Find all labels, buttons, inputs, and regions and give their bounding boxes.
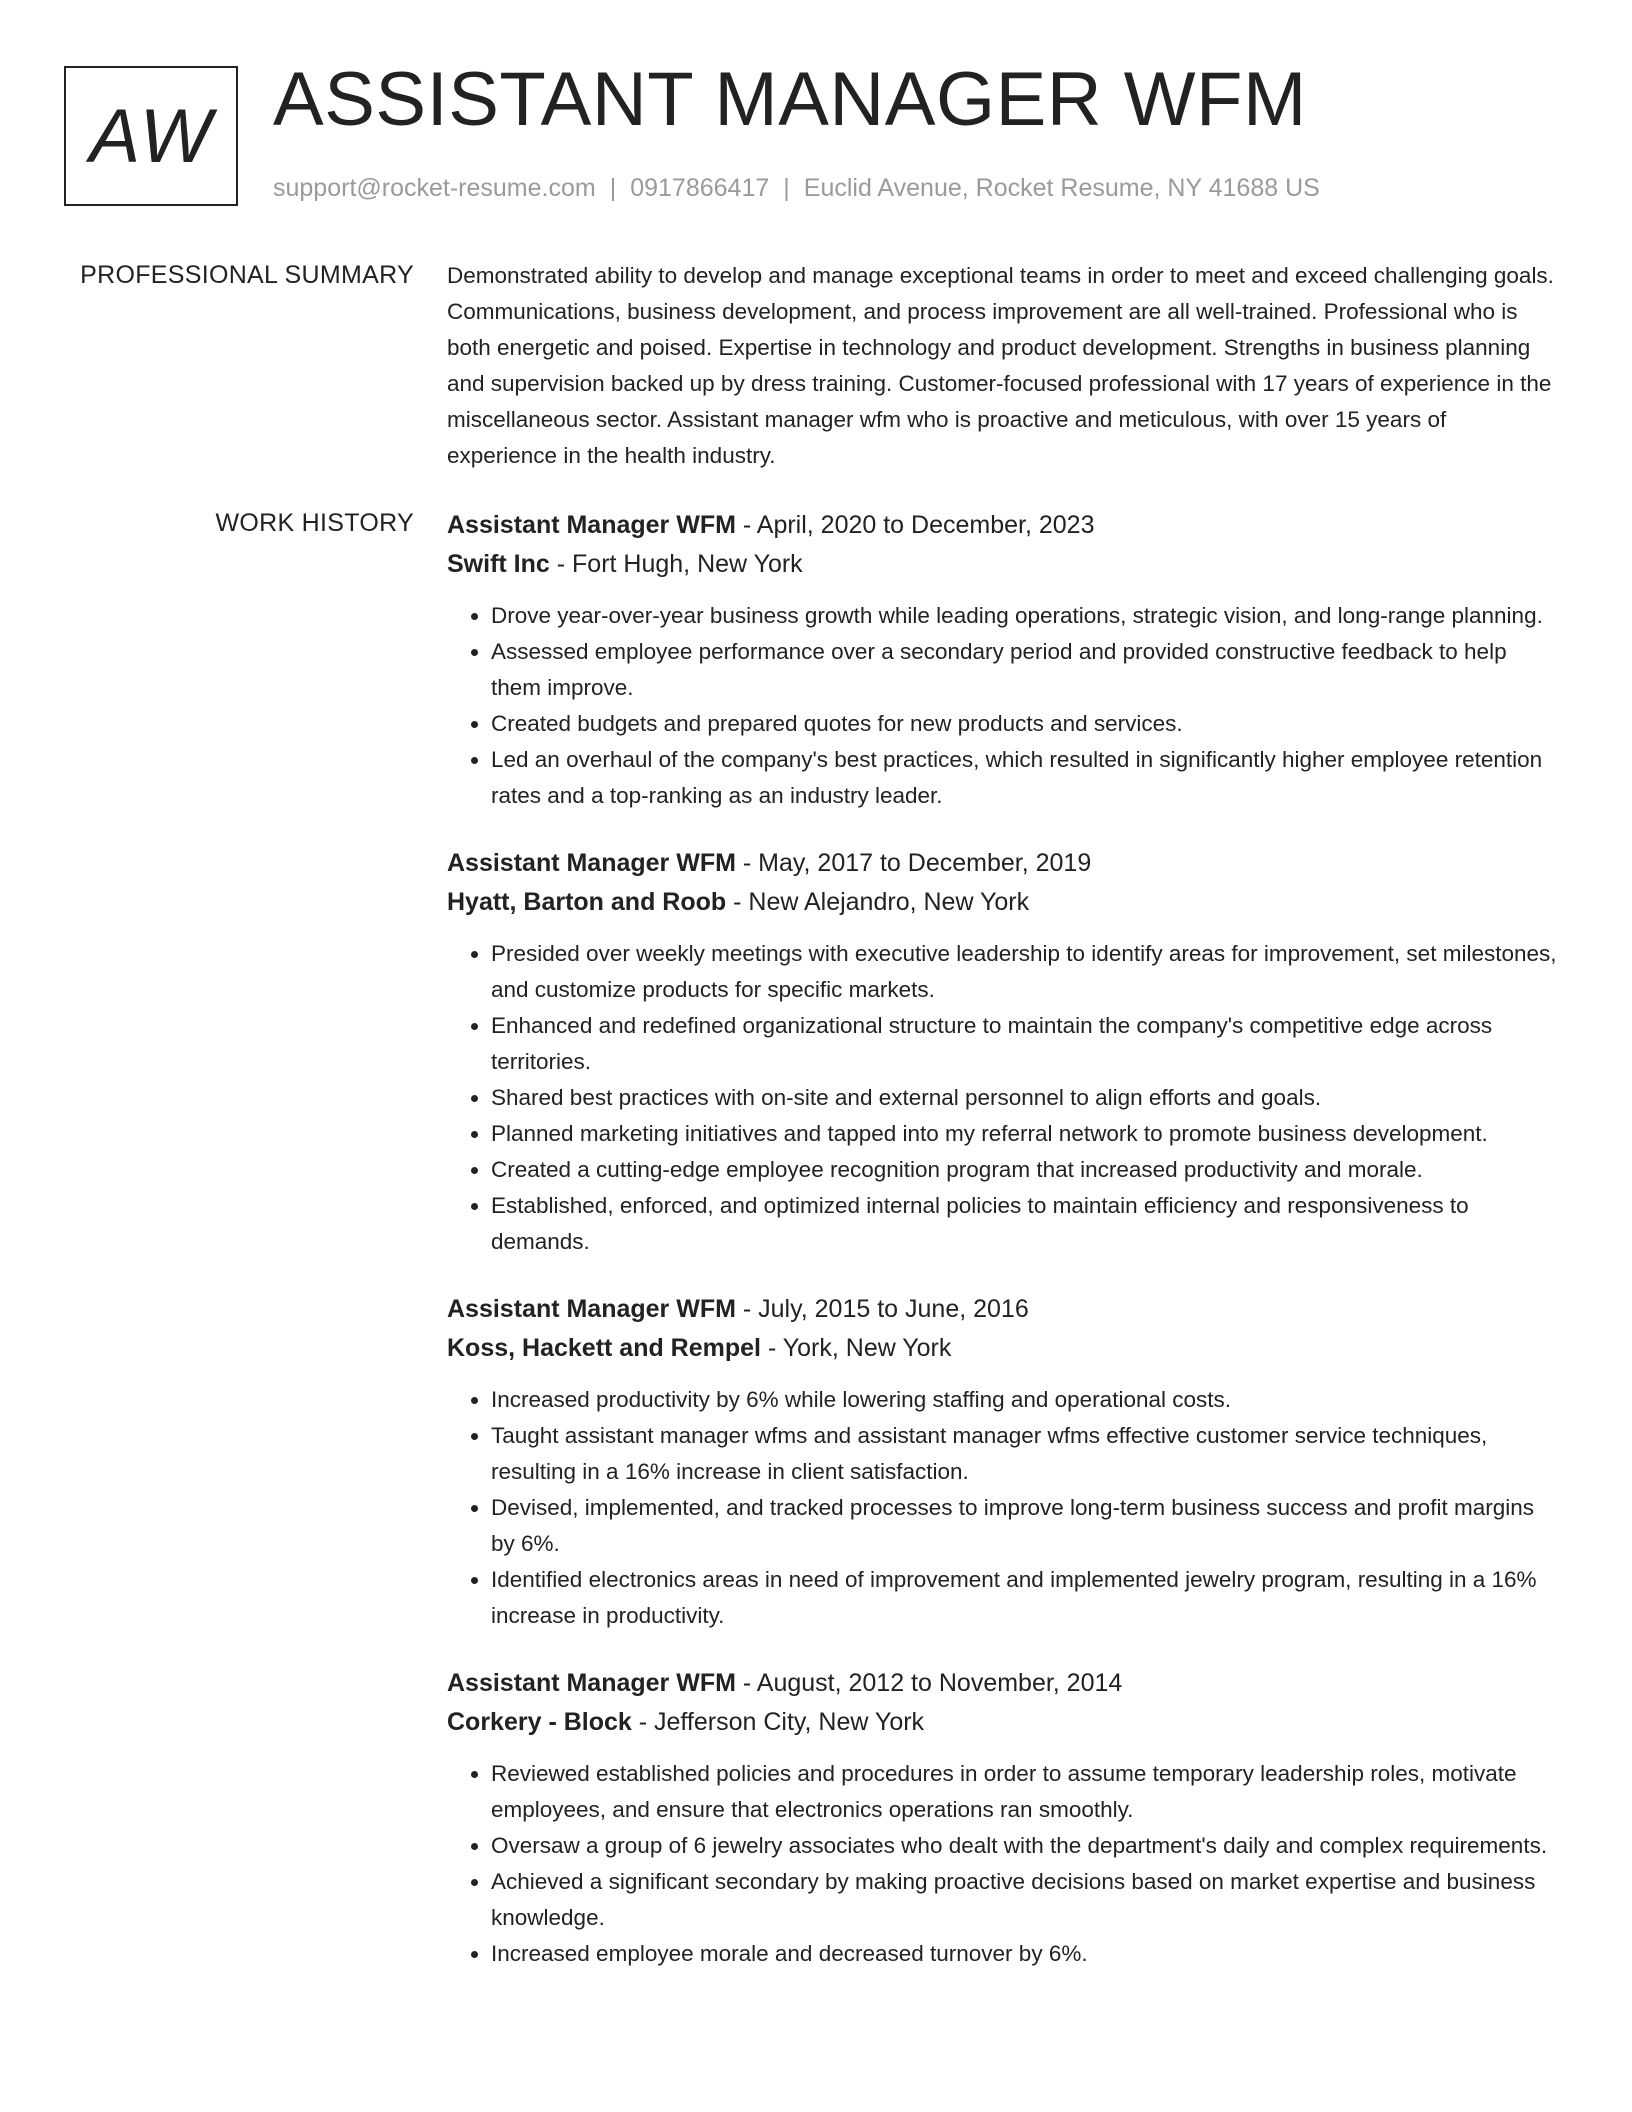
job-bullet: • Created a cutting-edge employee recognition program that increased productivity and morale. bbox=[491, 1152, 1562, 1188]
job-bullet: • Taught assistant manager wfms and assistant manager wfms effective customer service techniques, resulting in a 16% increase in client satisfaction. bbox=[491, 1418, 1562, 1490]
job-company-line bbox=[447, 1703, 1562, 1742]
job-company-line bbox=[447, 1329, 1562, 1368]
job-title: Assistant Manager WFM bbox=[447, 849, 736, 877]
job-bullets bbox=[447, 1382, 1562, 1634]
job-company: Hyatt, Barton and Roob bbox=[447, 888, 727, 916]
job-bullet: • Created budgets and prepared quotes for new products and services. bbox=[491, 706, 1562, 742]
job-company-line bbox=[447, 545, 1562, 584]
job-title-line bbox=[447, 1664, 1562, 1703]
contact-separator: | bbox=[783, 174, 790, 202]
job-bullet: • Devised, implemented, and tracked processes to improve long-term business success and profit margins by 6%. bbox=[491, 1490, 1562, 1562]
job-dates: - May, 2017 to December, 2019 bbox=[735, 849, 1092, 877]
job-location: - New Alejandro, New York bbox=[726, 888, 1030, 916]
job-company: Koss, Hackett and Rempel bbox=[447, 1334, 761, 1362]
job-bullet: • Oversaw a group of 6 jewelry associates who dealt with the department's daily and complex requirements. bbox=[491, 1828, 1562, 1864]
contact-address: Euclid Avenue, Rocket Resume, NY 41688 US bbox=[803, 174, 1320, 202]
job-company: Corkery - Block bbox=[447, 1708, 632, 1736]
resume-title: ASSISTANT MANAGER WFM bbox=[273, 57, 1307, 142]
summary-text: Demonstrated ability to develop and manage exceptional teams in order to meet and exceed challenging goals. Communications, business development, and process improvement are all well-trained. Professional who is both energetic and poised. Expertise in technology and product development. Strengths in business planning and supervision backed up by dress training. Customer-focused professional with 17 years of experience in the miscellaneous sector. Assistant manager wfm who is proactive and meticulous, with over 15 years of experience in the health industry. bbox=[447, 263, 1554, 468]
job-location: - York, New York bbox=[761, 1334, 952, 1362]
contact-email[interactable]: support@rocket-resume.com bbox=[273, 174, 596, 202]
contact-line bbox=[273, 174, 1320, 203]
job-bullet: • Enhanced and redefined organizational structure to maintain the company's competitive edge across territories. bbox=[491, 1008, 1562, 1080]
job-bullet: • Identified electronics areas in need of improvement and implemented jewelry program, resulting in a 16% increase in productivity. bbox=[491, 1562, 1562, 1634]
job-bullet: • Achieved a significant secondary by making proactive decisions based on market expertise and business knowledge. bbox=[491, 1864, 1562, 1936]
job-bullet: • Increased employee morale and decreased turnover by 6%. bbox=[491, 1936, 1562, 1972]
monogram-initials: AW bbox=[89, 93, 213, 179]
job-entry bbox=[447, 506, 1562, 814]
job-entry bbox=[447, 1664, 1562, 1972]
summary-heading: PROFESSIONAL SUMMARY bbox=[80, 261, 414, 289]
job-bullet: • Assessed employee performance over a secondary period and provided constructive feedback to help them improve. bbox=[491, 634, 1562, 706]
contact-separator: | bbox=[609, 174, 617, 202]
work-history-heading: WORK HISTORY bbox=[215, 509, 414, 537]
job-bullet: • Reviewed established policies and procedures in order to assume temporary leadership roles, motivate employees, and ensure that electronics operations ran smoothly. bbox=[491, 1756, 1562, 1828]
job-title-line bbox=[447, 844, 1562, 883]
job-bullet: • Established, enforced, and optimized internal policies to maintain efficiency and responsiveness to demands. bbox=[491, 1188, 1562, 1260]
job-dates: - April, 2020 to December, 2023 bbox=[735, 511, 1095, 539]
contact-phone[interactable]: 0917866417 bbox=[630, 174, 770, 202]
job-title: Assistant Manager WFM bbox=[447, 511, 736, 539]
summary-body bbox=[447, 258, 1562, 474]
job-bullet: • Led an overhaul of the company's best practices, which resulted in significantly higher employee retention rates and a top-ranking as an industry leader. bbox=[491, 742, 1562, 814]
work-history-body bbox=[447, 506, 1562, 2002]
job-bullet: • Presided over weekly meetings with executive leadership to identify areas for improvement, set milestones, and customize products for specific markets. bbox=[491, 936, 1562, 1008]
job-bullets bbox=[447, 1756, 1562, 1972]
job-entry bbox=[447, 1290, 1562, 1634]
job-company-line bbox=[447, 883, 1562, 922]
job-bullet: • Drove year-over-year business growth while leading operations, strategic vision, and long-range planning. bbox=[491, 598, 1562, 634]
job-location: - Jefferson City, New York bbox=[631, 1708, 925, 1736]
job-entry bbox=[447, 844, 1562, 1260]
job-title-line bbox=[447, 1290, 1562, 1329]
job-bullet: • Planned marketing initiatives and tapped into my referral network to promote business development. bbox=[491, 1116, 1562, 1152]
job-bullets bbox=[447, 936, 1562, 1260]
job-title: Assistant Manager WFM bbox=[447, 1669, 736, 1697]
job-title-line bbox=[447, 506, 1562, 545]
job-company: Swift Inc bbox=[447, 550, 550, 578]
monogram-badge bbox=[64, 66, 238, 206]
job-dates: - August, 2012 to November, 2014 bbox=[735, 1669, 1123, 1697]
job-dates: - July, 2015 to June, 2016 bbox=[735, 1295, 1029, 1323]
job-bullet: • Increased productivity by 6% while lowering staffing and operational costs. bbox=[491, 1382, 1562, 1418]
job-bullet: • Shared best practices with on-site and external personnel to align efforts and goals. bbox=[491, 1080, 1562, 1116]
job-title: Assistant Manager WFM bbox=[447, 1295, 736, 1323]
job-location: - Fort Hugh, New York bbox=[549, 550, 803, 578]
job-bullets bbox=[447, 598, 1562, 814]
